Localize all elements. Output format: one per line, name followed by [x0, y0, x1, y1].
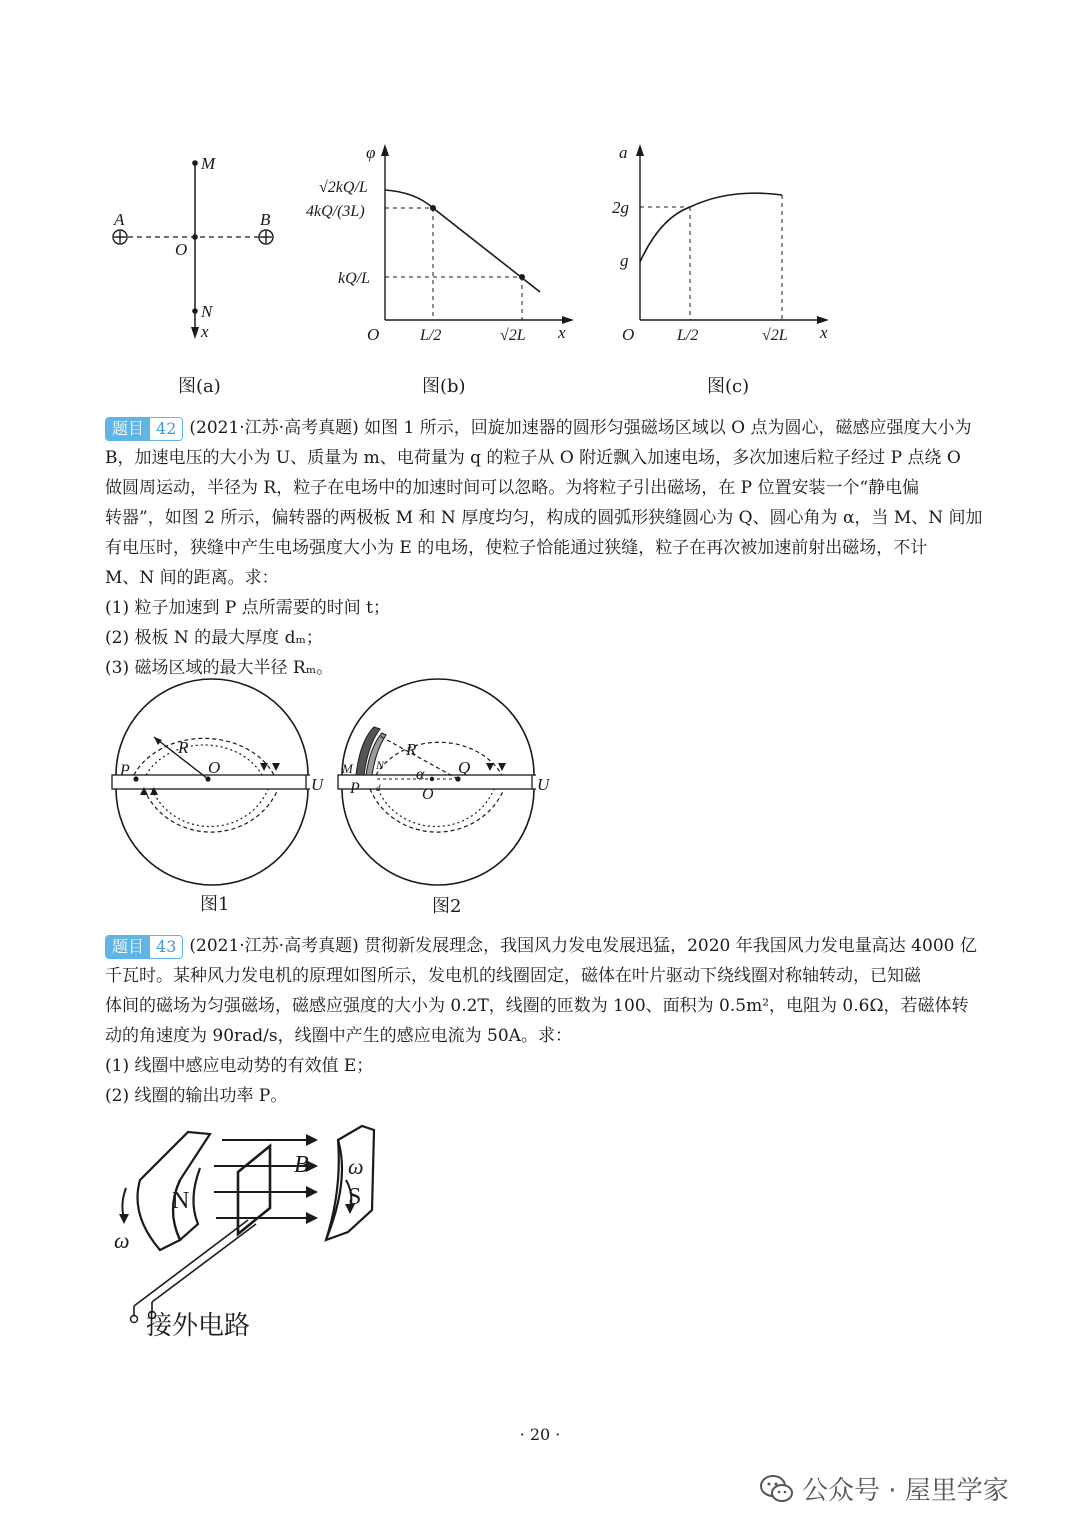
figure-generator — [110, 1120, 410, 1350]
caption-fig2: 图2 — [432, 896, 462, 917]
fig2-label-d: d — [376, 783, 381, 793]
fig1-label-p: P — [120, 762, 130, 779]
figure-c — [610, 140, 840, 355]
badge-number: 42 — [150, 418, 182, 440]
label-o: O — [175, 240, 188, 259]
y-axis-label: φ — [366, 143, 376, 162]
q42-sub-2: (2) 极板 N 的最大厚度 dₘ； — [105, 628, 323, 648]
caption-fig1: 图1 — [200, 894, 230, 915]
badge-label: 题目 — [106, 936, 150, 958]
badge-label: 题目 — [106, 418, 150, 440]
q43-line-4: 动的角速度为 90rad/s，线圈中产生的感应电流为 50A。求： — [105, 1026, 572, 1046]
page-number: · 20 · — [519, 1425, 561, 1444]
watermark — [760, 1470, 1009, 1507]
label-b: B — [294, 1152, 309, 1178]
label-n: N — [172, 1188, 190, 1214]
q43-sub-1: (1) 线圈中感应电动势的有效值 E； — [105, 1056, 374, 1076]
label-omega-left: ω — [114, 1228, 130, 1253]
q42-line-4: 转器”，如图 2 所示，偏转器的两极板 M 和 N 厚度均匀，构成的圆弧形狭缝圆心为 Q、圆心角为 α，当 M、N 间加 — [105, 508, 983, 528]
fig2-label-alpha: α — [416, 766, 425, 783]
q42-line-1 — [105, 416, 971, 441]
caption-c: 图(c) — [707, 376, 750, 397]
origin-label: O — [367, 325, 380, 344]
x-tick-2: √2L — [762, 327, 788, 344]
x-tick-2: √2L — [500, 327, 526, 344]
y-tick-2: g — [620, 251, 629, 270]
q42-badge — [105, 417, 183, 441]
terminal-icon — [131, 1316, 138, 1323]
fig1-label-u: U — [311, 775, 324, 794]
q42-line-5: 有电压时，狭缝中产生电场强度大小为 E 的电场，使粒子恰能通过狭缝，粒子在再次被加速前射出磁场，不计 — [105, 538, 928, 558]
q42-sub-3: (3) 磁场区域的最大半径 Rₘ。 — [105, 658, 334, 678]
q43-line-2: 千瓦时。某种风力发电机的原理如图所示，发电机的线圈固定，磁体在叶片驱动下绕线圈对称轴转动，已知磁 — [105, 966, 921, 986]
fig2-label-p: P — [350, 780, 360, 797]
fig2-label-r: R — [406, 740, 417, 759]
q43-sub-2: (2) 线圈的输出功率 P。 — [105, 1086, 288, 1106]
figure-1-cyclotron — [110, 695, 330, 885]
y-tick-1: 2g — [612, 198, 629, 217]
x-axis-label: x — [820, 323, 828, 342]
y-axis-label: a — [619, 143, 628, 162]
q43-line-1 — [105, 934, 977, 959]
fig2-label-u: U — [537, 775, 550, 794]
y-tick-2: 4kQ/(3L) — [306, 203, 365, 220]
y-tick-1: √2kQ/L — [319, 179, 368, 196]
q42-line-3: 做圆周运动，半径为 R，粒子在电场中的加速时间可以忽略。为将粒子引出磁场，在 P 位置安装一个“静电偏 — [105, 478, 920, 498]
x-axis-label: x — [558, 323, 566, 342]
watermark-text: 公众号 · 屋里学家 — [802, 1476, 1009, 1506]
fig2-label-q: Q — [458, 758, 471, 777]
label-omega-right: ω — [348, 1154, 364, 1179]
fig1-label-r: R — [178, 738, 189, 757]
coil — [238, 1146, 270, 1234]
label-s: S — [348, 1184, 362, 1210]
badge-number: 43 — [150, 936, 182, 958]
label-b: B — [260, 210, 271, 229]
label-m: M — [201, 154, 216, 173]
q43-text: (2021·江苏·高考真题) 贯彻新发展理念，我国风力发电发展迅猛，2020 年我国风力发电量高达 4000 亿 — [189, 936, 977, 956]
label-a: A — [114, 210, 125, 229]
a-curve — [640, 193, 782, 262]
q42-text: (2021·江苏·高考真题) 如图 1 所示，回旋加速器的圆形匀强磁场区域以 O 点为圆心，磁感应强度大小为 — [189, 418, 972, 438]
q42-line-6: M、N 间的距离。求： — [105, 568, 279, 588]
x-tick-1: L/2 — [677, 327, 699, 344]
figure-2-deflector — [336, 695, 556, 885]
x-tick-1: L/2 — [420, 327, 442, 344]
fig2-label-m: M — [342, 761, 353, 776]
label-n: N — [201, 302, 213, 321]
figure-b — [300, 140, 590, 355]
label-x: x — [201, 322, 209, 341]
origin-label: O — [622, 325, 635, 344]
label-external-circuit: 接外电路 — [146, 1311, 251, 1340]
wechat-icon — [760, 1474, 794, 1504]
fig2-label-n: N — [376, 758, 385, 772]
caption-b: 图(b) — [422, 376, 466, 397]
fig1-label-o: O — [208, 758, 221, 777]
caption-a: 图(a) — [178, 376, 221, 397]
q43-badge — [105, 935, 183, 959]
q43-line-3: 体间的磁场为匀强磁场，磁感应强度的大小为 0.2T，线圈的匝数为 100、面积为 0.5m²，电阻为 0.6Ω，若磁体转 — [105, 996, 969, 1016]
y-tick-3: kQ/L — [338, 270, 370, 287]
figure-a — [100, 145, 300, 355]
q42-line-2: B，加速电压的大小为 U、质量为 m、电荷量为 q 的粒子从 O 附近飘入加速电场，多次加速后粒子经过 P 点绕 O — [105, 448, 961, 468]
fig2-label-o: O — [422, 786, 434, 803]
q42-sub-1: (1) 粒子加速到 P 点所需要的时间 t； — [105, 598, 390, 618]
